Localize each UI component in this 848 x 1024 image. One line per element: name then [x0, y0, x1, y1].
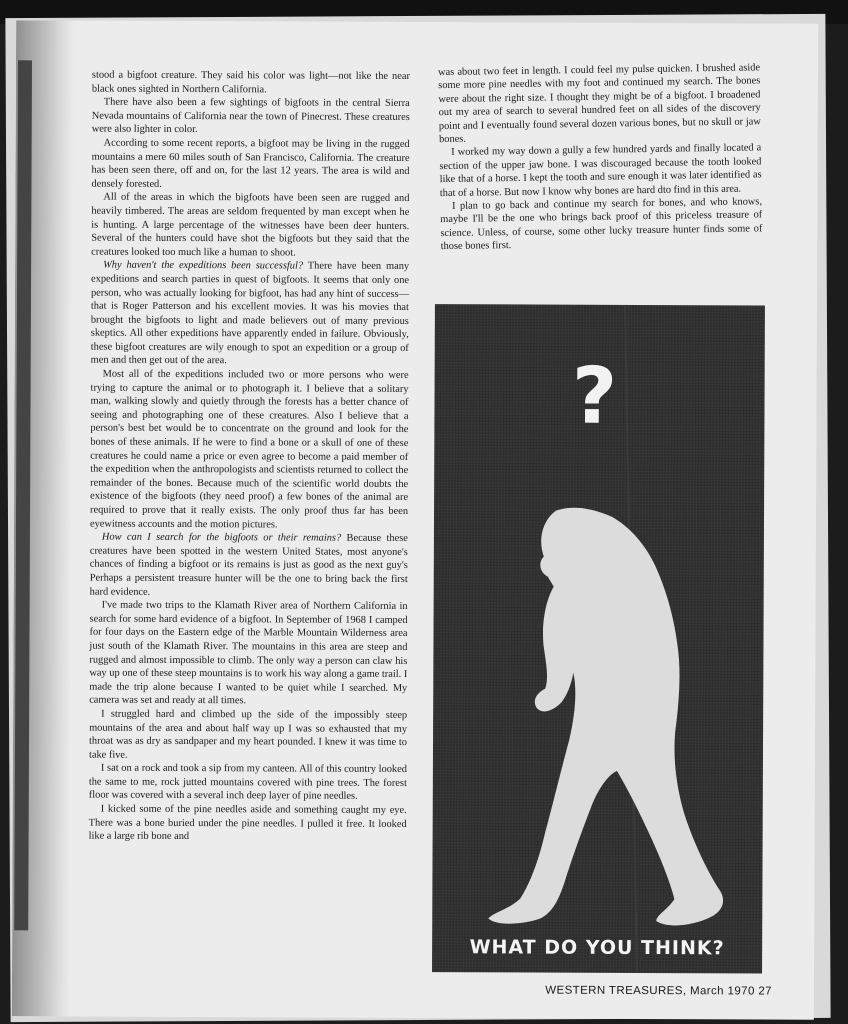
paragraph: All of the areas in which the bigfoots have been seen are rugged and heavily timbered. The areas are seldom frequented by man except when he is hunting. A large percentage of the witnesses have been deer hunters. Several of the hunters could have shot the bigfoots but they said that the creatures looked too much like a human to shoot.: [91, 191, 410, 259]
paragraph: I kicked some of the pine needles aside and something caught my eye. There was a bone buried under the pine needles. I pulled it free. It looked like a large rib bone and: [88, 803, 407, 843]
magazine-page: [12, 20, 818, 1019]
paragraph: Why haven't the expeditions been successful? There have been many expeditions and search parties in quest of bigfoots. It seems that only one person, who was actually looking for bigfoot, has had any hint of success—that is Roger Patterson and his excellent movies. It was his movies that brought the bigfoots to light and made believers out of many previous skeptics. All other expeditions have apparently ended in failure. Obviously, these bigfoot creatures are wily enough to spot an expedition or a group of men and then get out of the area.: [90, 259, 410, 367]
paragraph: was about two feet in length. I could feel my pulse quicken. I brushed aside some more pine needles with my foot and continued my search. The bones were about the right size. I thought they might be of a bigfoot. I broadened out my area of search to several hundred feet on all sides of the discovery point and I eventually found several dozen various bones, but no skull or jaw bones.: [437, 62, 761, 146]
bigfoot-silhouette-icon: [432, 304, 765, 973]
question-mark-icon: ?: [571, 351, 618, 442]
paragraph: How can I search for the bigfoots or their remains? Because these creatures have been spotted in the western United States, most anyone's chances of finding a bigfoot or its remains is just as good as the next guy's Perhaps a persistent treasure hunter will be the one to bring back the first hard evidence.: [89, 531, 408, 598]
paragraph: According to some recent reports, a bigfoot may be living in the rugged mountains a mere 60 miles south of San Francisco, California. The creature has been seen there, off and on, for the last 12 years. The area is wild and densely forested.: [91, 137, 410, 190]
article-right-column: [438, 61, 763, 253]
page-footer: WESTERN TREASURES, March 1970 27: [545, 984, 772, 998]
article-left-column: [89, 69, 410, 845]
paragraph: stood a bigfoot creature. They said his color was light—not like the near black ones sighted in Northern California.: [91, 69, 410, 95]
paragraph: I worked my way down a gully a few hundred yards and finally located a section of the upper jaw bone. I was discouraged because the tooth looked like that of a horse. I kept the tooth and sure enough it was later identified as that of a horse. But now I know why bones are hard dto find in this area.: [439, 142, 762, 199]
bigfoot-illustration: [432, 304, 765, 973]
paragraph: Most all of the expeditions included two or more persons who were trying to capture the animal or to photograph it. I believe that a solitary man, walking slowly and quietly through the forests has a better chance of seeing and photographing one of these creatures. Also I believe that a person's best bet would be to concentrate on the ground and look for the bones of these animals. If he were to find a bone or a skull of one of these creatures he could name a price or even agree to become a paid member of the expedition when the anthropologists and scientists returned to collect the remainder of the bones. Because much of the scientific world doubts the existence of the bigfoots (they need proof) a few bones of the animal are required to prove that it really exists. The only proof thus far has been eyewitness accounts and the motion pictures.: [89, 368, 409, 530]
paragraph: I've made two trips to the Klamath River area of Northern California in search for some hard evidence of a bigfoot. In September of 1968 I camped for four days on the Eastern edge of the Marble Mountain Wilderness area just south of the Klamath River. The mountains in this area are steep and rugged and almost impossible to climb. The only way a person can claw his way up one of these steep mountains is to work his way along a game trail. I made the trip alone because I wanted to be quiet while I searched. My camera was set and ready at all times.: [89, 599, 408, 707]
paragraph: There have also been a few sightings of bigfoots in the central Sierra Nevada mountains of California near the town of Pinecrest. These creatures were also lighter in color.: [91, 96, 410, 136]
subheading: How can I search for the bigfoots or their remains?: [101, 531, 342, 544]
paragraph: I plan to go back and continue my search for bones, and who knows, maybe I'll be the one who brings back proof of this priceless treasure of science. Unless, of course, some other lucky treasure hunter finds some of those bones first.: [440, 196, 763, 253]
subheading: Why haven't the expeditions been successful?: [103, 259, 304, 272]
illustration-caption: WHAT DO YOU THINK?: [469, 936, 725, 960]
paragraph: I sat on a rock and took a sip from my canteen. All of this country looked the same to me, rock jutted mountains covered with pine trees. The forest floor was covered with a several inch deep layer of pine needles.: [88, 762, 407, 803]
paragraph: I struggled hard and climbed up the side of the impossibly steep mountains of the area and about half way up I was so exhausted that my throat was as dry as sandpaper and my heart pounded. I knew it was time to take five.: [88, 708, 408, 761]
